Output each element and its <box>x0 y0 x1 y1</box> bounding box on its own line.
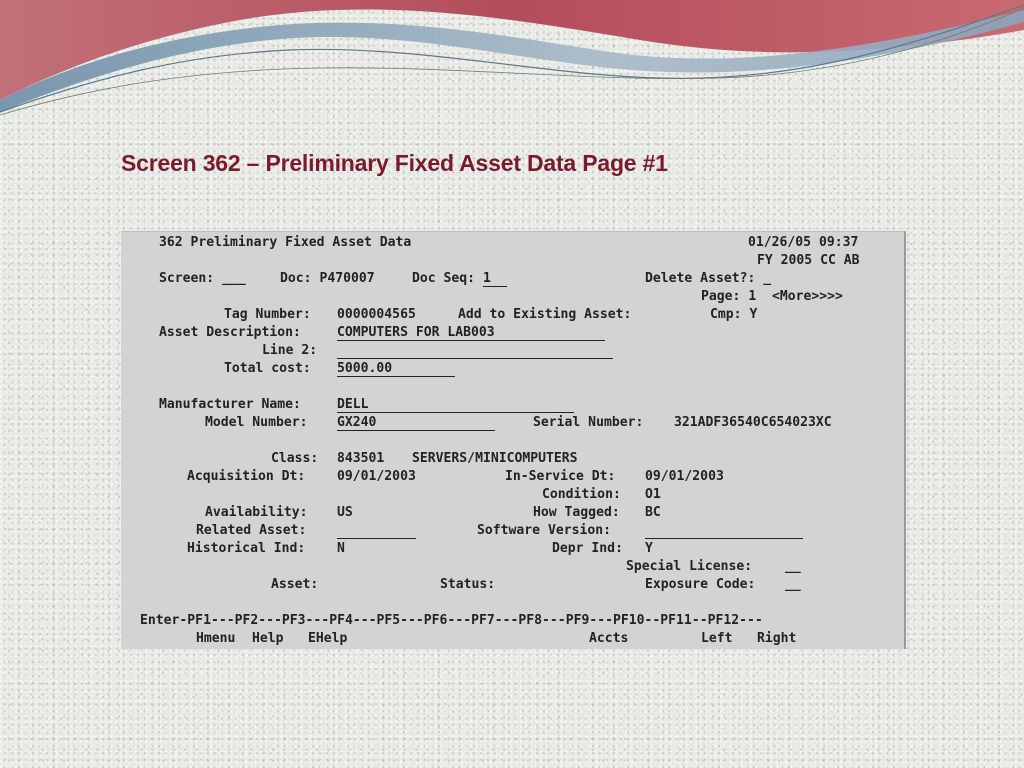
page-value: 1 <box>748 289 757 304</box>
mainframe-terminal-screen <box>121 231 906 649</box>
line-2-label: Line 2: <box>262 343 318 358</box>
how-tagged-label: How Tagged: <box>533 505 620 520</box>
software-version-label: Software Version: <box>477 523 612 538</box>
pf3-help-key[interactable]: Help <box>252 631 284 646</box>
screen-field-label: Screen: <box>159 271 215 286</box>
page-row <box>701 288 843 306</box>
line-2-input[interactable] <box>337 342 613 360</box>
serial-number-input[interactable]: 321ADF36540C654023XC <box>674 415 832 430</box>
pf-keys-line: Enter-PF1---PF2---PF3---PF4---PF5---PF6---PF7---PF8---PF9---PF10--PF11--PF12--- <box>140 613 763 628</box>
doc-seq-label: Doc Seq: <box>412 271 476 286</box>
availability-input[interactable]: US <box>337 505 353 520</box>
availability-label: Availability: <box>205 505 308 520</box>
asset-description-input[interactable]: COMPUTERS FOR LAB003 <box>337 325 495 340</box>
more-link[interactable]: <More>>>> <box>771 289 843 304</box>
asset-description-label: Asset Description: <box>159 325 301 340</box>
add-existing-label: Add to Existing Asset: <box>458 307 632 322</box>
tag-number-input[interactable]: 0000004565 <box>337 307 416 322</box>
software-version-input[interactable] <box>645 522 803 540</box>
cmp-row <box>710 306 757 324</box>
status-label: Status: <box>440 577 496 592</box>
doc-field-label: Doc: <box>280 271 312 286</box>
how-tagged-input[interactable]: BC <box>645 505 661 520</box>
asset-description-field[interactable] <box>337 324 605 342</box>
manufacturer-input[interactable]: DELL <box>337 397 369 412</box>
doc-seq-row <box>412 270 507 288</box>
page-label: Page: <box>701 289 741 304</box>
total-cost-field[interactable] <box>337 360 455 378</box>
screen-field-row <box>159 270 246 288</box>
total-cost-input[interactable]: 5000.00 <box>337 361 393 376</box>
decorative-wave-banner <box>0 0 1024 130</box>
model-number-label: Model Number: <box>205 415 308 430</box>
cmp-input[interactable]: Y <box>749 307 758 322</box>
pf10-left-key[interactable]: Left <box>701 631 733 646</box>
condition-input[interactable]: O1 <box>645 487 661 502</box>
doc-field-value[interactable]: P470007 <box>319 271 375 286</box>
delete-asset-input[interactable]: _ <box>763 271 772 286</box>
tag-number-label: Tag Number: <box>224 307 311 322</box>
class-label: Class: <box>271 451 319 466</box>
fiscal-year-text: FY 2005 CC AB <box>757 253 860 268</box>
total-cost-label: Total cost: <box>224 361 311 376</box>
depr-ind-label: Depr Ind: <box>552 541 623 556</box>
acquisition-date-input[interactable]: 09/01/2003 <box>337 469 416 484</box>
model-number-field[interactable] <box>337 414 495 432</box>
pf8-accts-key[interactable]: Accts <box>589 631 629 646</box>
doc-field-row <box>280 270 375 288</box>
screen-field-input[interactable]: ___ <box>222 271 246 286</box>
historical-ind-input[interactable]: N <box>337 541 345 556</box>
delete-asset-row <box>645 270 771 288</box>
pf11-right-key[interactable]: Right <box>757 631 797 646</box>
in-service-date-input[interactable]: 09/01/2003 <box>645 469 724 484</box>
manufacturer-label: Manufacturer Name: <box>159 397 301 412</box>
screen-heading: 362 Preliminary Fixed Asset Data <box>159 235 412 250</box>
condition-label: Condition: <box>542 487 621 502</box>
historical-ind-label: Historical Ind: <box>187 541 306 556</box>
slide-title: Screen 362 – Preliminary Fixed Asset Data Page #1 <box>121 150 668 176</box>
special-license-label: Special License: <box>626 559 753 574</box>
related-asset-label: Related Asset: <box>196 523 307 538</box>
exposure-code-input[interactable]: __ <box>785 577 801 592</box>
delete-asset-label: Delete Asset?: <box>645 271 756 286</box>
special-license-input[interactable]: __ <box>785 559 801 574</box>
acquisition-date-label: Acquisition Dt: <box>187 469 306 484</box>
class-input[interactable]: 843501 <box>337 451 385 466</box>
class-description: SERVERS/MINICOMPUTERS <box>412 451 578 466</box>
in-service-date-label: In-Service Dt: <box>505 469 616 484</box>
related-asset-input[interactable] <box>337 522 416 540</box>
model-number-input[interactable]: GX240 <box>337 415 377 430</box>
depr-ind-input[interactable]: Y <box>645 541 653 556</box>
serial-number-label: Serial Number: <box>533 415 644 430</box>
doc-seq-input[interactable]: 1 <box>482 271 491 286</box>
manufacturer-field[interactable] <box>337 396 574 414</box>
asset-label: Asset: <box>271 577 319 592</box>
exposure-code-label: Exposure Code: <box>645 577 756 592</box>
pf4-ehelp-key[interactable]: EHelp <box>308 631 348 646</box>
pf2-hmenu-key[interactable]: Hmenu <box>196 631 236 646</box>
datetime-text: 01/26/05 09:37 <box>748 235 859 250</box>
cmp-label: Cmp: <box>710 307 742 322</box>
